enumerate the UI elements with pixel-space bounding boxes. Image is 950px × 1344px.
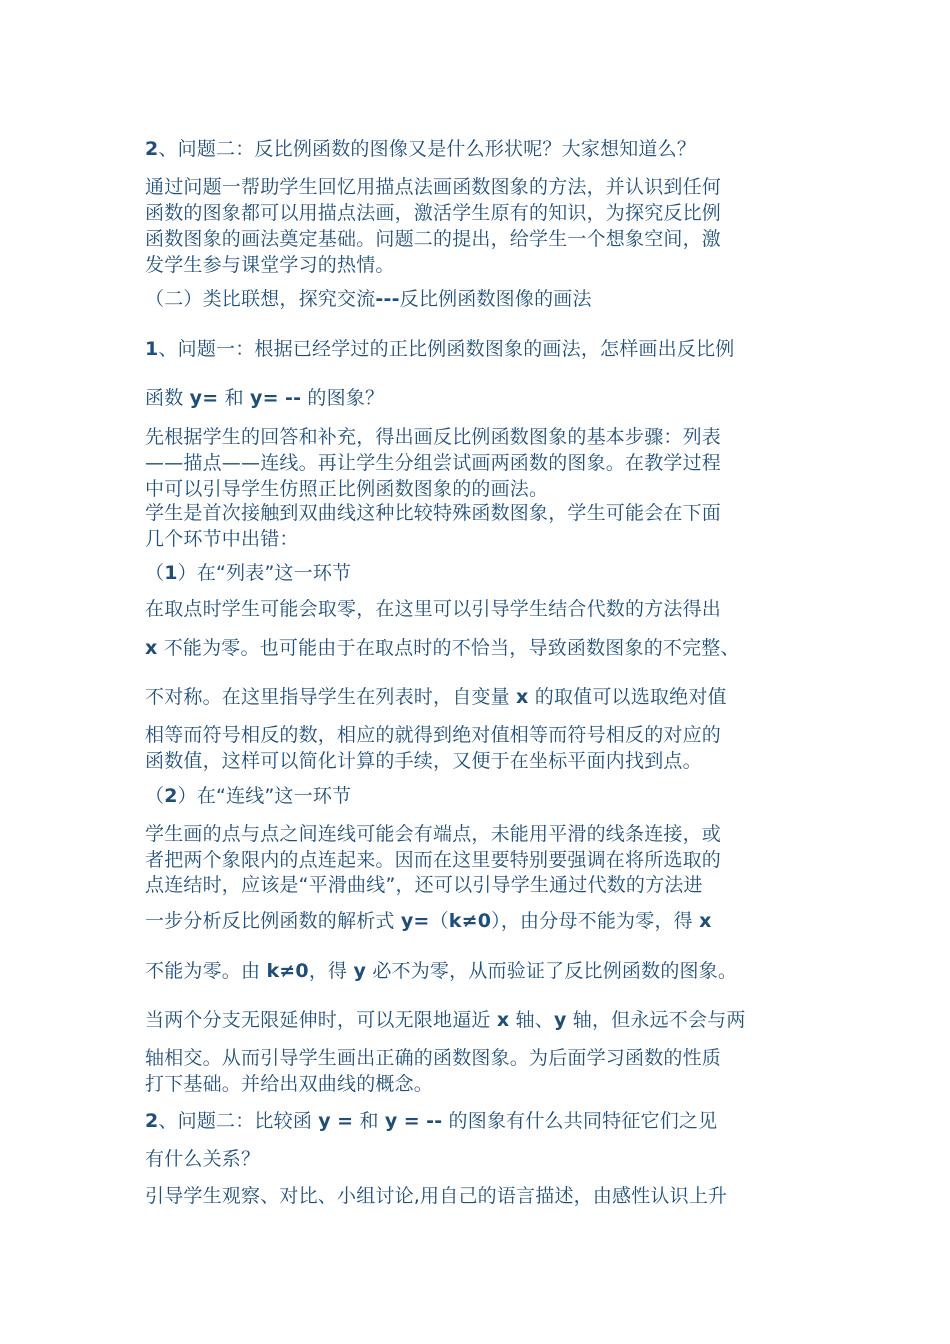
paragraph-line: 在取点时学生可能会取零，在这里可以引导学生结合代数的方法得出 bbox=[145, 598, 722, 620]
paragraph-line: 先根据学生的回答和补充，得出画反比例函数图象的基本步骤：列表 bbox=[145, 426, 722, 448]
paragraph-line: 者把两个象限内的点连起来。因而在这里要特别要强调在将所选取的 bbox=[145, 849, 722, 871]
paragraph-line: 相等而符号相反的数，相应的就得到绝对值相等而符号相反的对应的 bbox=[145, 724, 722, 746]
paragraph-line: 有什么关系？ bbox=[145, 1148, 261, 1170]
paragraph-line: 2、问题二：反比例函数的图像又是什么形状呢？大家想知道么？ bbox=[145, 138, 697, 160]
paragraph-line: 函数值，这样可以简化计算的手续，又便于在坐标平面内找到点。 bbox=[145, 750, 702, 772]
paragraph-line: 打下基础。并给出双曲线的概念。 bbox=[145, 1073, 434, 1095]
sub-heading: （2）在“连线”这一环节 bbox=[145, 785, 352, 807]
paragraph-line: 不对称。在这里指导学生在列表时，自变量 x 的取值可以选取绝对值 bbox=[145, 686, 727, 708]
paragraph-line: 学生是首次接触到双曲线这种比较特殊函数图象，学生可能会在下面 bbox=[145, 502, 722, 524]
section-heading: （二）类比联想，探究交流---反比例函数图像的画法 bbox=[145, 288, 592, 310]
paragraph-line: 函数图象的画法奠定基础。问题二的提出，给学生一个想象空间，激 bbox=[145, 228, 722, 250]
paragraph-line: ——描点——连线。再让学生分组尝试画两函数的图象。在教学过程 bbox=[145, 452, 722, 474]
paragraph-line: 发学生参与课堂学习的热情。 bbox=[145, 254, 395, 276]
paragraph-line: 函数的图象都可以用描点法画，激活学生原有的知识，为探究反比例 bbox=[145, 202, 722, 224]
sub-heading: （1）在“列表”这一环节 bbox=[145, 562, 352, 584]
paragraph-line: 点连结时，应该是“平滑曲线”，还可以引导学生通过代数的方法进 bbox=[145, 874, 703, 896]
paragraph-line: 一步分析反比例函数的解析式 y=（k≠0），由分母不能为零，得 x bbox=[145, 910, 712, 932]
paragraph-line: 函数 y= 和 y= -- 的图象？ bbox=[145, 387, 385, 409]
paragraph-line: 2、问题二：比较函 y = 和 y = -- 的图象有什么共同特征它们之见 bbox=[145, 1110, 718, 1132]
paragraph-line: 不能为零。由 k≠0，得 y 必不为零，从而验证了反比例函数的图象。 bbox=[145, 960, 738, 982]
paragraph-line: 引导学生观察、对比、小组讨论,用自己的语言描述，由感性认识上升 bbox=[145, 1185, 728, 1207]
paragraph-line: 中可以引导学生仿照正比例函数图象的的画法。 bbox=[145, 478, 549, 500]
paragraph-line: 1、问题一：根据已经学过的正比例函数图象的画法，怎样画出反比例 bbox=[145, 338, 735, 360]
paragraph-line: 学生画的点与点之间连线可能会有端点，未能用平滑的线条连接，或 bbox=[145, 823, 722, 845]
paragraph-line: 通过问题一帮助学生回忆用描点法画函数图象的方法，并认识到任何 bbox=[145, 176, 722, 198]
paragraph-line: x 不能为零。也可能由于在取点时的不恰当，导致函数图象的不完整、 bbox=[145, 637, 740, 659]
paragraph-line: 当两个分支无限延伸时，可以无限地逼近 x 轴、y 轴，但永远不会与两 bbox=[145, 1009, 746, 1031]
paragraph-line: 轴相交。从而引导学生画出正确的函数图象。为后面学习函数的性质 bbox=[145, 1047, 722, 1069]
paragraph-line: 几个环节中出错： bbox=[145, 528, 299, 550]
